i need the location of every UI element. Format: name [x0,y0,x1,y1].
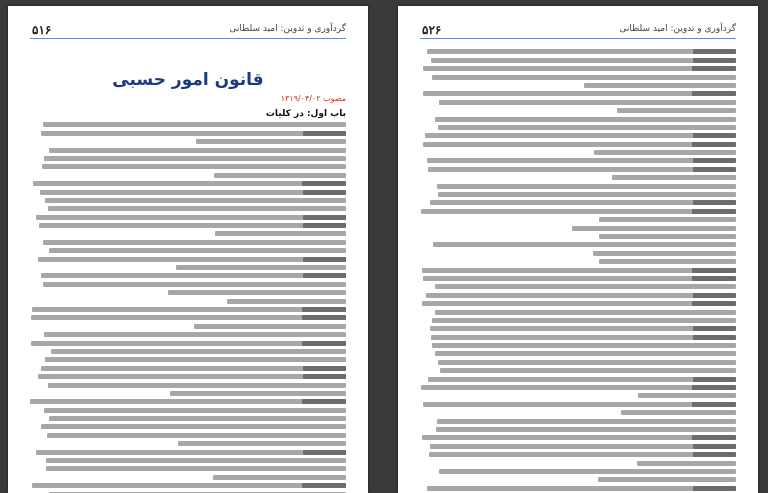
text-line [214,173,346,178]
text-line [196,139,346,144]
text-line [31,341,346,346]
text-line [41,424,346,429]
text-line [423,66,736,71]
text-line [423,91,736,96]
text-line [621,410,736,415]
text-line [594,150,736,155]
text-line [638,393,736,398]
text-line [423,276,736,281]
text-line [194,324,346,329]
text-line [423,402,736,407]
text-line [617,108,736,113]
text-line [432,343,736,348]
text-line [423,142,736,147]
text-line [42,164,346,169]
text-line [43,240,346,245]
text-line [178,441,346,446]
text-line [612,175,736,180]
text-line [427,49,736,54]
law-title: قانون امور حسبی [112,70,264,90]
text-line [421,209,736,214]
page-header [420,22,736,39]
text-line [45,198,346,203]
text-line [45,357,346,362]
body-text [30,122,346,493]
text-line [435,351,736,356]
text-line [427,158,736,163]
text-line [49,416,346,421]
text-line [38,374,346,379]
text-line [435,310,736,315]
text-line [422,435,736,440]
text-line [31,315,346,320]
text-line [38,257,346,262]
text-line [435,284,736,289]
text-line [32,483,346,488]
text-line [425,133,736,138]
text-line [433,242,736,247]
text-line [432,75,736,80]
running-title: گردآوری و تدوین: امید سلطانی [619,24,736,34]
text-line [36,450,346,455]
text-line [428,377,736,382]
text-line [40,190,346,195]
text-line [432,318,736,323]
text-line [48,383,346,388]
text-line [32,307,346,312]
text-line [438,360,736,365]
body-text [420,49,736,493]
text-line [440,368,736,373]
text-line [46,466,346,471]
text-line [170,391,346,396]
text-line [41,273,346,278]
text-line [430,326,736,331]
text-line [41,131,346,136]
text-line [428,167,736,172]
text-line [168,290,346,295]
right-page [398,6,758,493]
text-line [44,156,346,161]
text-line [43,282,346,287]
text-line [436,427,737,432]
text-line [36,215,346,220]
text-line [48,206,346,211]
text-line [438,192,736,197]
text-line [431,58,736,63]
date-line: مصوب ۱۳۱۹/۰۴/۰۲ [280,94,346,103]
text-line [430,444,736,449]
text-line [44,408,346,413]
page-body [30,46,346,485]
text-line [30,399,346,404]
text-line [438,125,736,130]
text-line [637,461,736,466]
text-line [51,349,347,354]
text-line [437,184,736,189]
text-line [421,385,736,390]
text-line [599,234,736,239]
text-line [46,458,346,463]
page-number: ۵۲۶ [422,23,442,37]
text-line [431,335,736,340]
left-page [8,6,368,493]
text-line [427,486,736,491]
text-line [430,200,736,205]
text-line [429,452,736,457]
text-line [439,469,736,474]
text-line [49,248,346,253]
running-title: گردآوری و تدوین: امید سلطانی [229,24,346,34]
text-line [47,433,346,438]
text-line [437,419,736,424]
text-line [426,293,736,298]
text-line [599,217,736,222]
chapter-heading: باب اول: در کلیات [265,109,346,119]
text-line [572,226,736,231]
text-line [584,83,736,88]
text-line [439,100,736,105]
text-line [227,299,346,304]
text-line [422,301,736,306]
page-header [30,22,346,39]
page-body [420,46,736,485]
text-line [39,223,346,228]
text-line [43,122,346,127]
text-line [435,117,736,122]
text-line [422,268,736,273]
text-line [33,181,346,186]
text-line [598,477,736,482]
text-line [215,231,346,236]
text-line [599,259,736,264]
page-number: ۵۱۶ [32,23,52,37]
text-line [593,251,736,256]
text-line [49,148,346,153]
text-line [44,332,346,337]
text-line [41,366,346,371]
text-line [176,265,346,270]
text-line [213,475,346,480]
